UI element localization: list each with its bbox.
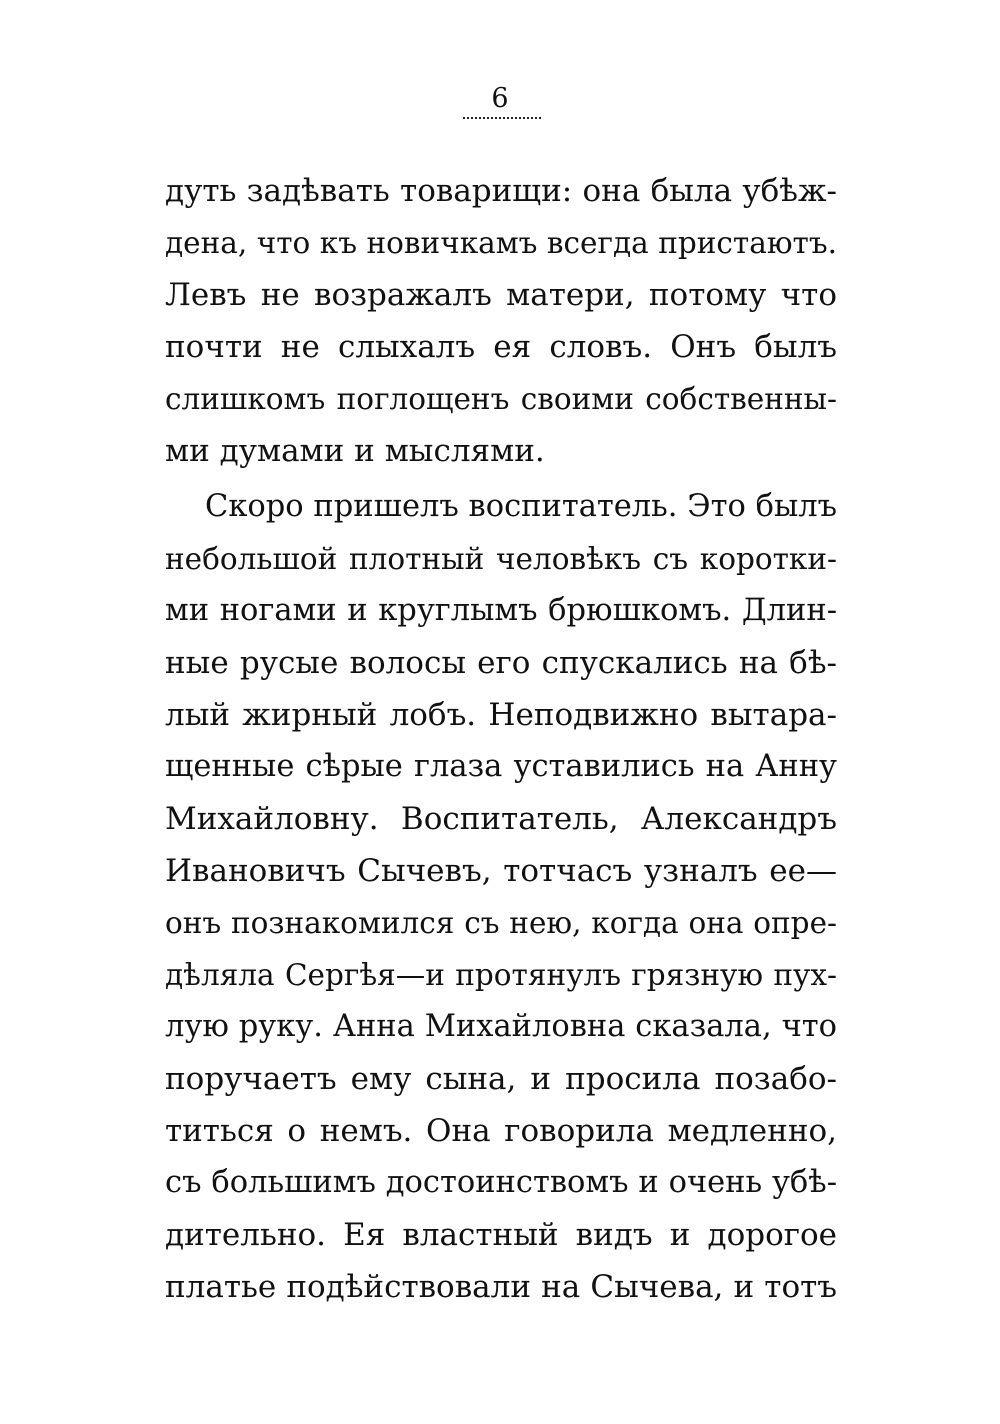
text-line: ные русые волосы его спускались на бѣ-	[165, 645, 837, 681]
text-line: Ивановичъ Сычевъ, тотчасъ узналъ ее—	[165, 853, 837, 889]
text-line: щенные сѣрые глаза уставились на Анну	[165, 749, 837, 784]
body-text	[165, 165, 837, 1313]
text-line: платье подѣйствовали на Сычева, и тотъ	[165, 1269, 837, 1305]
text-line: ми думами и мыслями.	[165, 433, 545, 469]
text-line: почти не слыхалъ ея словъ. Онъ былъ	[165, 329, 837, 365]
text-line: дена, что къ новичкамъ всегда пристаютъ.	[165, 226, 837, 260]
text-line: небольшой плотный человѣкъ съ коротки-	[165, 542, 837, 576]
text-line: дѣляла Сергѣя—и протянулъ грязную пух-	[165, 958, 837, 992]
page-number-rule	[463, 117, 541, 119]
text-line: Левъ не возражалъ матери, потому что	[165, 277, 837, 313]
text-line: лую руку. Анна Михайловна сказала, что	[165, 1009, 837, 1044]
text-line: Михайловну. Воспитатель, Александръ	[165, 801, 837, 837]
paragraph-1	[165, 165, 837, 477]
page-number: 6	[491, 83, 509, 114]
text-line: онъ познакомился съ нею, когда она опре-	[165, 906, 837, 940]
text-line: Скоро пришелъ воспитатель. Это былъ	[205, 489, 837, 524]
text-line: дуть задѣвать товарищи: она была убѣж-	[165, 173, 837, 209]
text-line: ми ногами и круглымъ брюшкомъ. Длин-	[165, 593, 837, 628]
text-line: титься о немъ. Она говорила медленно,	[165, 1113, 837, 1149]
text-line: поручаетъ ему сына, и просила позабо-	[165, 1061, 837, 1097]
text-line: съ большимъ достоинствомъ и очень убѣ-	[165, 1165, 837, 1200]
text-line: слишкомъ поглощенъ своими собственны-	[165, 382, 837, 416]
text-line: лый жирный лобъ. Неподвижно вытара-	[165, 697, 837, 733]
paragraph-2	[165, 481, 837, 1313]
text-line: дительно. Ея властный видъ и дорогое	[165, 1217, 837, 1253]
